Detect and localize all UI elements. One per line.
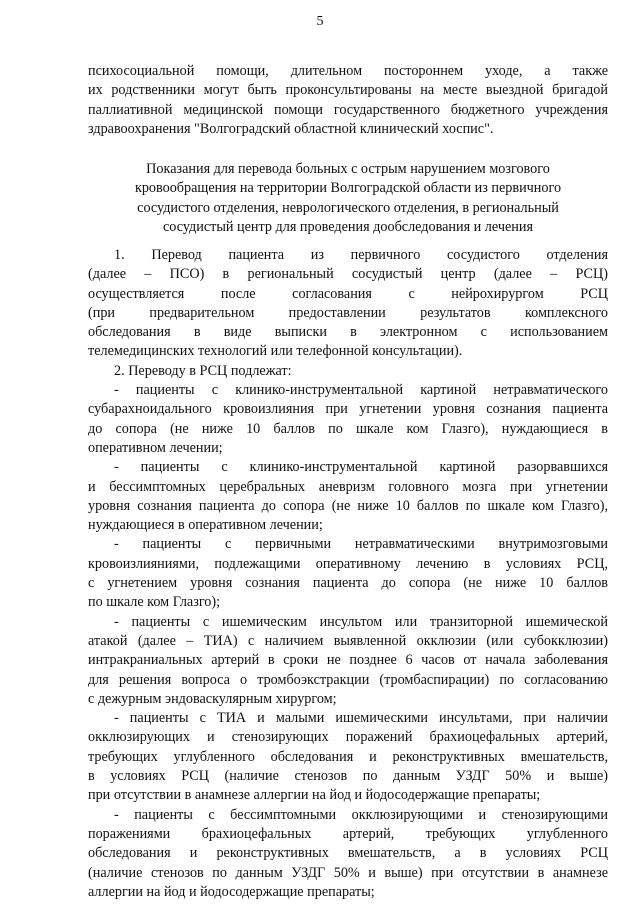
text-line: требующих углубленного обследования и реконструктивных вмешательств, [88,748,608,765]
text-line: паллиативной медицинской помощи государственного бюджетного учреждения [88,101,608,118]
page-number: 5 [316,14,324,29]
heading-line: сосудистого отделения, неврологического отделения, в региональный [137,199,559,216]
text-line: и бессимптомных церебральных аневризм головного мозга при угнетении [88,478,608,495]
text-line: с угнетением уровня сознания пациента до сопора (не ниже 10 баллов [88,575,608,592]
text-line: нуждающиеся в оперативном лечении; [88,517,323,534]
text-line: - пациенты с клинико-инструментальной картиной разорвавшихся [114,459,608,476]
text-line: психосоциальной помощи, длительном постороннем уходе, а также [88,63,608,79]
text-line: - пациенты с ТИА и малыми ишемическими инсультами, при наличии [114,710,608,727]
text-line: - пациенты с первичными нетравматическими внутримозговыми [114,536,608,553]
text-line: с дежурным эндоваскулярным хирургом; [88,690,337,707]
text-line: при отсутствии в анамнезе аллергии на йод и йодосодержащие препараты; [88,787,541,804]
text-line: аллергии на йод и йодосодержащие препараты; [88,883,375,900]
text-line: субарахноидального кровоизлияния при угнетении уровня сознания пациента [88,401,608,418]
text-line: осуществляется после согласования с нейрохирургом РСЦ [88,285,608,302]
text-line: здравоохранения "Волгоградский областной клинический хоспис". [88,120,494,137]
text-line: (наличие стенозов по данным УЗДГ 50% и выше) при отсутствии в анамнезе [88,864,608,881]
text-line: (при предварительном предоставлении результатов комплексного [88,304,608,321]
text-line: до сопора (не ниже 10 баллов по шкале ком Глазго), нуждающиеся в [88,420,608,437]
text-line: для решения вопроса о тромбоэкстракции (тромбаспирации) по согласованию [88,671,608,688]
text-line: уровня сознания пациента до сопора (не ниже 10 баллов по шкале ком Глазго), [88,497,608,514]
body-text [88,246,608,902]
text-line: - пациенты с ишемическим инсультом или транзиторной ишемической [114,613,608,630]
intro-paragraph [88,62,608,139]
heading-line: кровообращения на территории Волгоградской области из первичного [134,180,562,197]
text-line: обследования и реконструктивных вмешательств, а в условиях РСЦ [88,845,608,862]
text-line: - пациенты с бессимптомными окклюзирующими и стенозирующими [114,806,608,823]
text-line: телемедицинских технологий или телефонной консультации). [88,343,463,360]
text-line: в условиях РСЦ (наличие стенозов по данным УЗДГ 50% и выше) [88,768,608,785]
heading-line: сосудистый центр для проведения дообследования и лечения [163,218,533,235]
text-line: - пациенты с клинико-инструментальной картиной нетравматического [114,382,608,399]
text-line: поражениями брахиоцефальных артерий, требующих углубленного [88,825,608,842]
text-line: (далее – ПСО) в региональный сосудистый центр (далее – РСЦ) [88,266,608,283]
text-line: атакой (далее – ТИА) с наличием выявленной окклюзии (или субокклюзии) [88,632,608,649]
text-line: 1. Перевод пациента из первичного сосудистого отделения [114,247,608,263]
text-line: 2. Переводу в РСЦ подлежат: [114,362,292,379]
heading-line: Показания для перевода больных с острым нарушением мозгового [146,161,550,177]
section-heading [88,160,608,237]
text-line: обследования в виде выписки в электронном с использованием [88,324,608,341]
text-line: их родственники могут быть проконсультированы на месте выездной бригадой [88,82,608,99]
text-line: оперативном лечении; [88,439,223,456]
text-line: окклюзирующих и стенозирующих поражений брахиоцефальных артерий, [88,729,608,746]
text-line: интракраниальных артерий в сроки не позднее 6 часов от начала заболевания [88,652,608,669]
text-line: кровоизлияниями, подлежащими оперативному лечению в условиях РСЦ, [88,555,608,572]
text-line: по шкале ком Глазго); [88,594,221,611]
